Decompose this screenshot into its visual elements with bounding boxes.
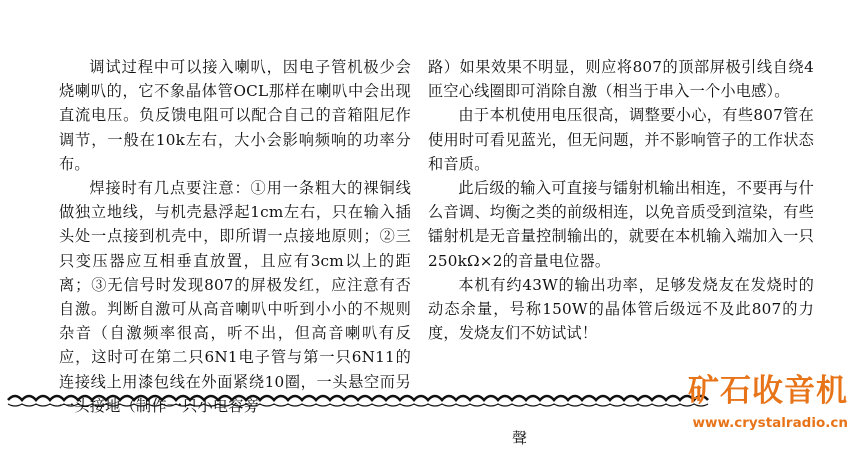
paragraph-soldering-notes: 焊接时有几点要注意：①用一条粗大的裸铜线做独立地线，与机壳悬浮起1cm左右，只在输入插头处一点接到机壳中，即所谓一点接地原则；②三只变压器应互相垂直放置，且应有3cm以上的距离；③无信号时发现807的屏极发红，应注意有否自激。判断自激可从高音喇叭中听到小小的不规则杂音（自激频率很高，听不出，但高音喇叭有反应，这时可在第二只6N1电子管与第一只6N11的连接线上用漆包线在外面紧绕10圈，一头悬空而另一头接地（制作一只小电容旁 — [59, 179, 411, 415]
paragraph-continuation: 路）如果效果不明显，则应将807的顶部屏极引线自绕4匝空心线圈即可消除自激（相当于串入一个小电感）。 — [428, 58, 814, 101]
right-column — [428, 55, 814, 345]
paragraph-tuning-notes: 调试过程中可以接入喇叭，因电子管机极少会烧喇叭的，它不象晶体管OCL那样在喇叭中会出现直流电压。负反馈电阻可以配合自己的音箱阻尼作调节，一般在10k左右，大小会影响频响的功率分布。 — [59, 58, 411, 173]
watermark-url: www.crystalradio.cn — [692, 415, 848, 431]
watermark-logo: 矿石收音机 — [688, 373, 848, 409]
left-column — [59, 55, 411, 418]
paragraph-high-voltage-warning: 由于本机使用电压很高，调整要小心，有些807管在使用时可看见蓝光，但无问题，并不影响管子的工作状态和音质。 — [428, 106, 814, 173]
cutoff-text: 聲 — [512, 429, 528, 447]
paragraph-output-power: 本机有约43W的输出功率，足够发烧友在发烧时的动态余量，号称150W的晶体管后级远不及此807的力度，发烧友们不妨试试！ — [428, 275, 814, 343]
paragraph-input-connection: 此后级的输入可直接与镭射机输出相连，不要再与什么音调、均衡之类的前级相连，以免音质受到渲染，有些镭射机是无音量控制输出的，就要在本机输入端加入一只250kΩ×2的音量电位器。 — [428, 179, 814, 270]
